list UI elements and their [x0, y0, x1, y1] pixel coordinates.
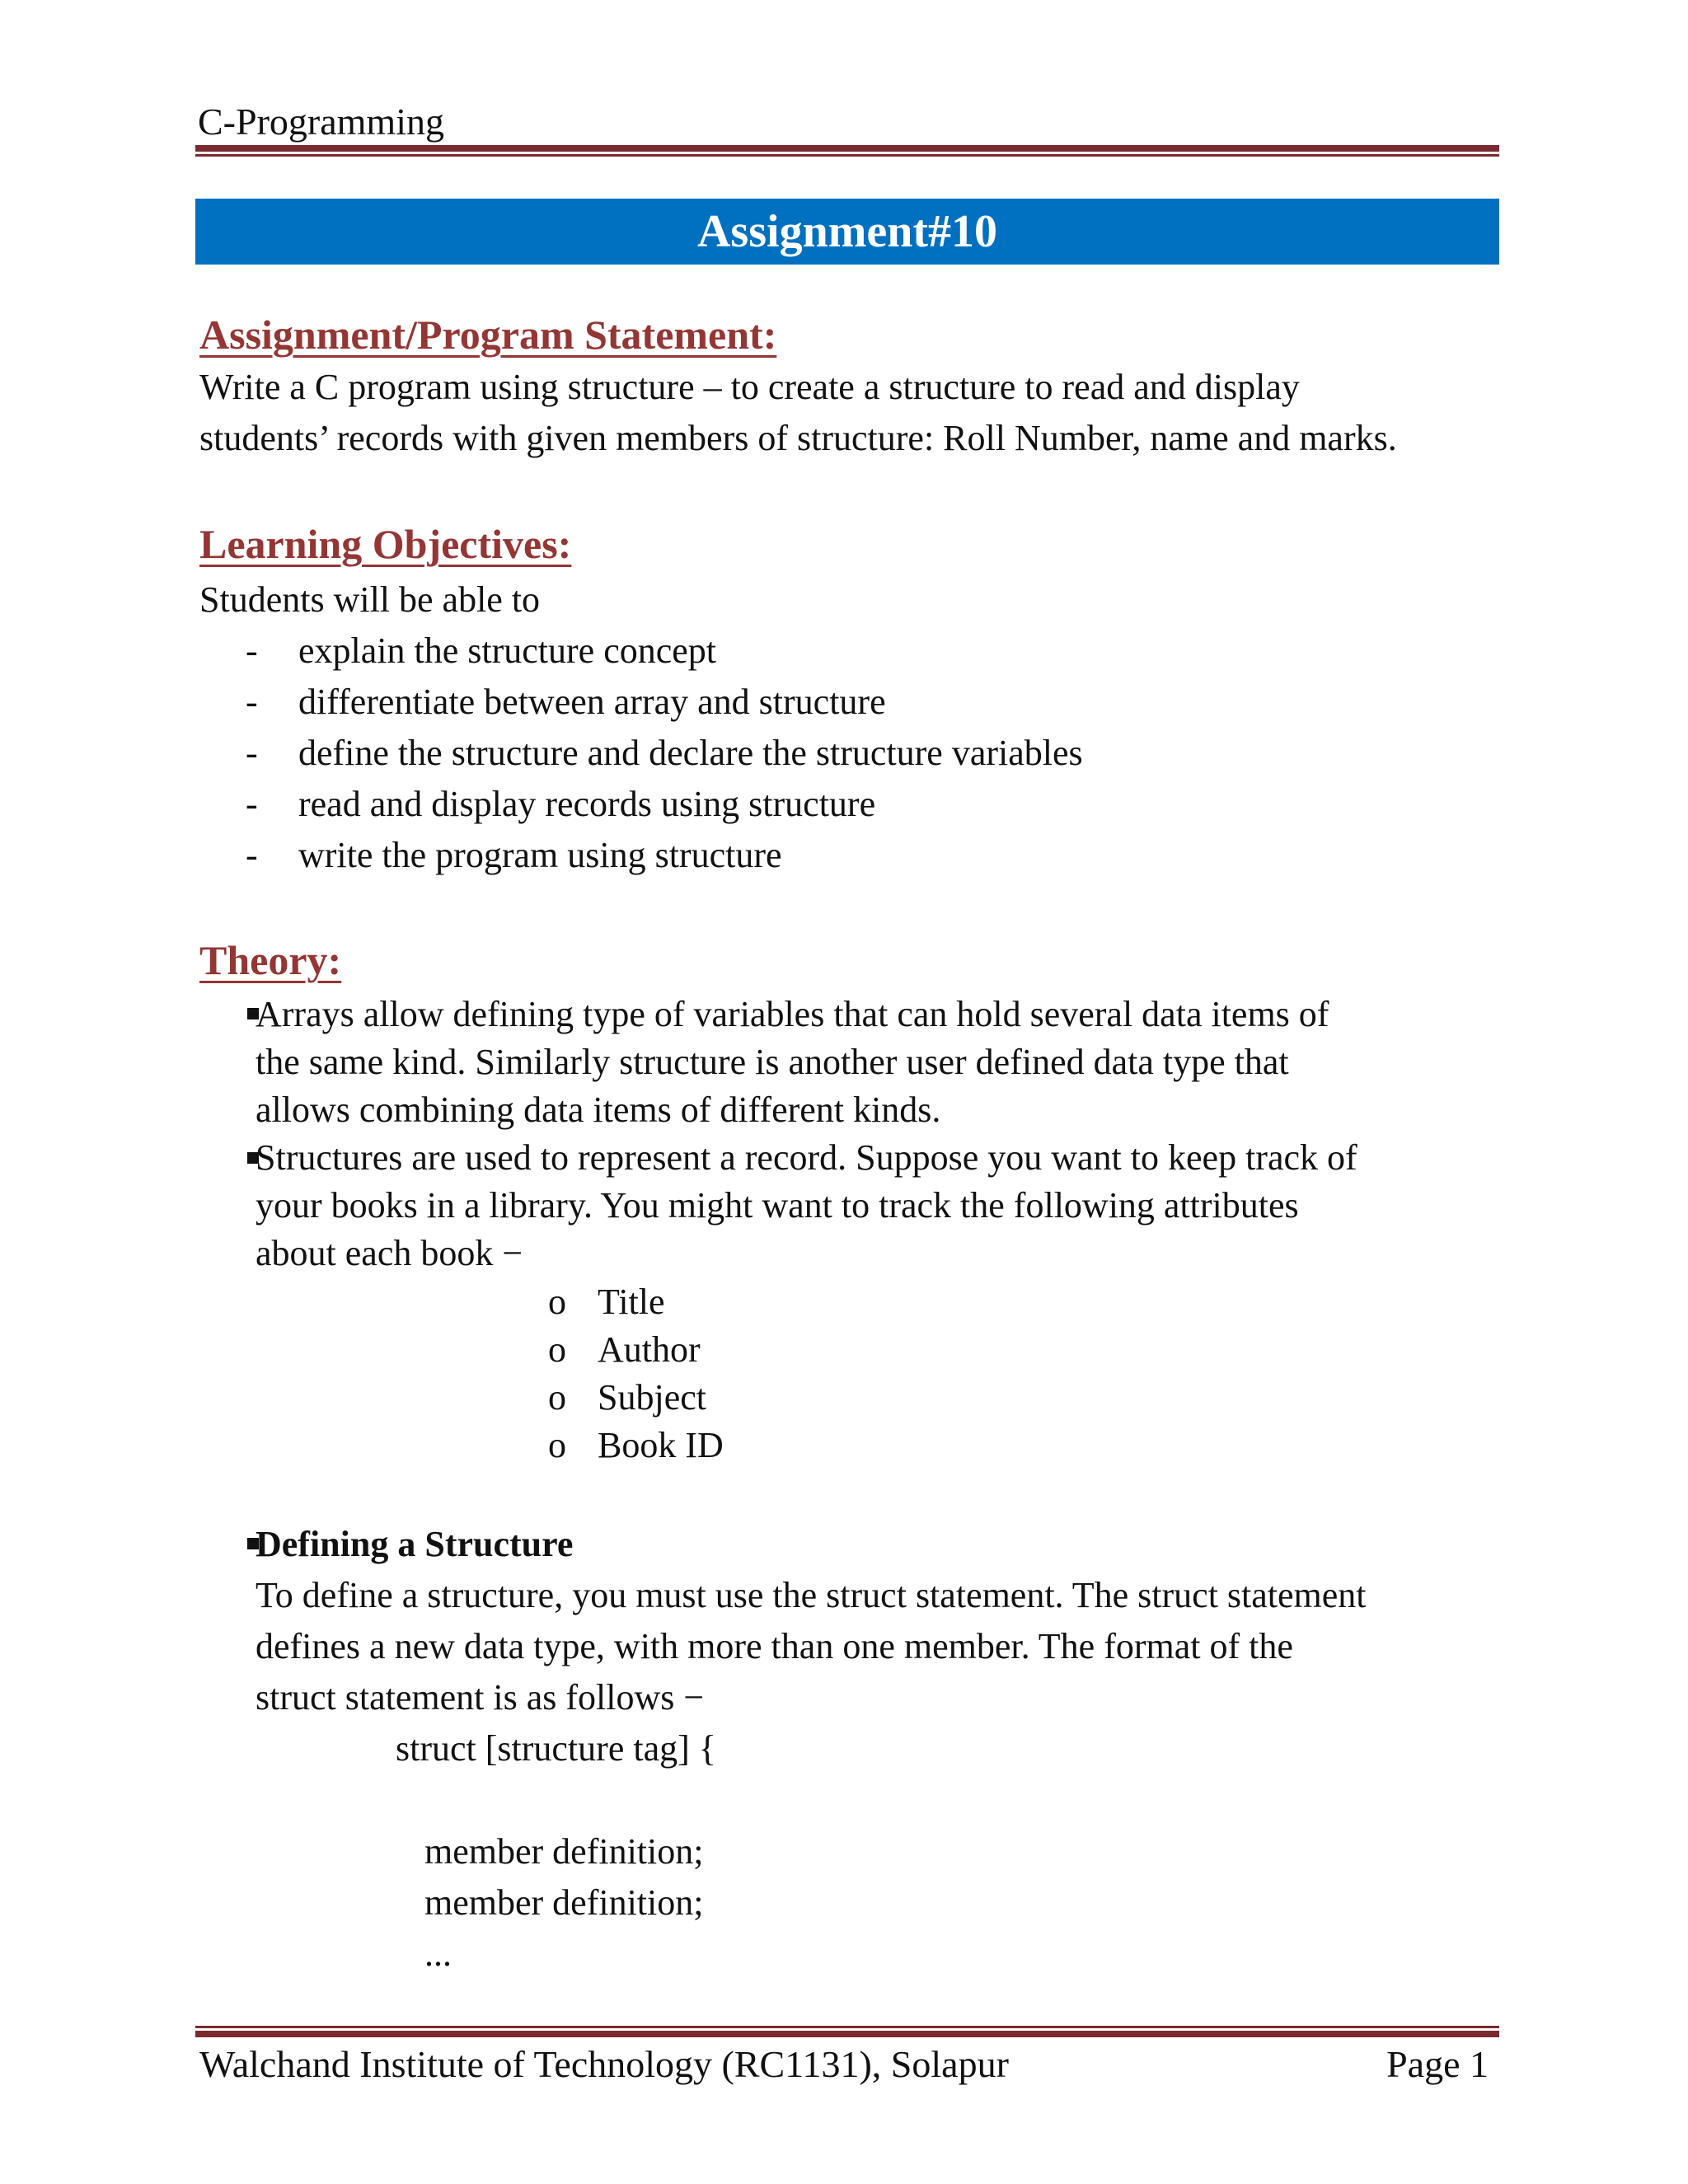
footer-institute: Walchand Institute of Technology (RC1131), Solapur — [199, 2043, 1009, 2085]
defining-structure-title: Defining a Structure — [256, 1524, 574, 1564]
theory-bullet-2-line-3: about each book − — [256, 1233, 523, 1273]
statement-line-1: Write a C program using structure – to create a structure to read and display — [199, 367, 1300, 407]
attribute-item: o Title — [548, 1282, 665, 1322]
attribute-item: o Author — [548, 1329, 701, 1370]
objectives-heading: Learning Objectives: — [199, 521, 572, 567]
statement-line-2: students’ records with given members of structure: Roll Number, name and marks. — [199, 418, 1397, 458]
book-attributes-list — [548, 1278, 724, 1469]
code-line-struct: struct [structure tag] { — [396, 1728, 716, 1769]
attribute-item: o Subject — [548, 1377, 706, 1418]
theory-bullet-1-line-3: allows combining data items of different kinds. — [256, 1090, 941, 1130]
theory-bullet-2-line-1: Structures are used to represent a record. Suppose you want to keep track of — [256, 1137, 1357, 1178]
objective-item: - explain the structure concept — [246, 630, 717, 671]
running-header: C-Programming — [198, 101, 444, 143]
theory-bullet-2-line-2: your books in a library. You might want to track the following attributes — [256, 1185, 1299, 1226]
code-line-member-2: member definition; — [424, 1882, 704, 1923]
objectives-intro: Students will be able to — [199, 579, 541, 620]
defining-structure-line-3: struct statement is as follows − — [256, 1677, 705, 1718]
objective-item: - write the program using structure — [246, 835, 782, 875]
objective-item: - read and display records using structure — [246, 784, 876, 824]
objectives-list — [239, 626, 1083, 881]
header-rule — [195, 145, 1499, 157]
assignment-banner: Assignment#10 — [195, 199, 1499, 265]
attribute-item: o Book ID — [548, 1425, 724, 1465]
code-line-ellipsis: ... — [424, 1933, 452, 1974]
theory-bullet-1-line-1: Arrays allow defining type of variables that can hold several data items of — [256, 994, 1329, 1034]
theory-bullet-1-line-2: the same kind. Similarly structure is another user defined data type that — [256, 1042, 1289, 1082]
defining-structure-line-1: To define a structure, you must use the struct statement. The struct statement — [256, 1575, 1367, 1615]
objective-item: - differentiate between array and structure — [246, 682, 886, 722]
theory-heading: Theory: — [199, 937, 342, 983]
footer-rule — [195, 2026, 1499, 2037]
defining-structure-line-2: defines a new data type, with more than one member. The format of the — [256, 1626, 1293, 1666]
objective-item: - define the structure and declare the structure variables — [246, 733, 1083, 773]
footer-page-number: Page 1 — [1386, 2043, 1489, 2085]
statement-heading: Assignment/Program Statement: — [199, 312, 777, 358]
code-line-member-1: member definition; — [424, 1831, 704, 1872]
